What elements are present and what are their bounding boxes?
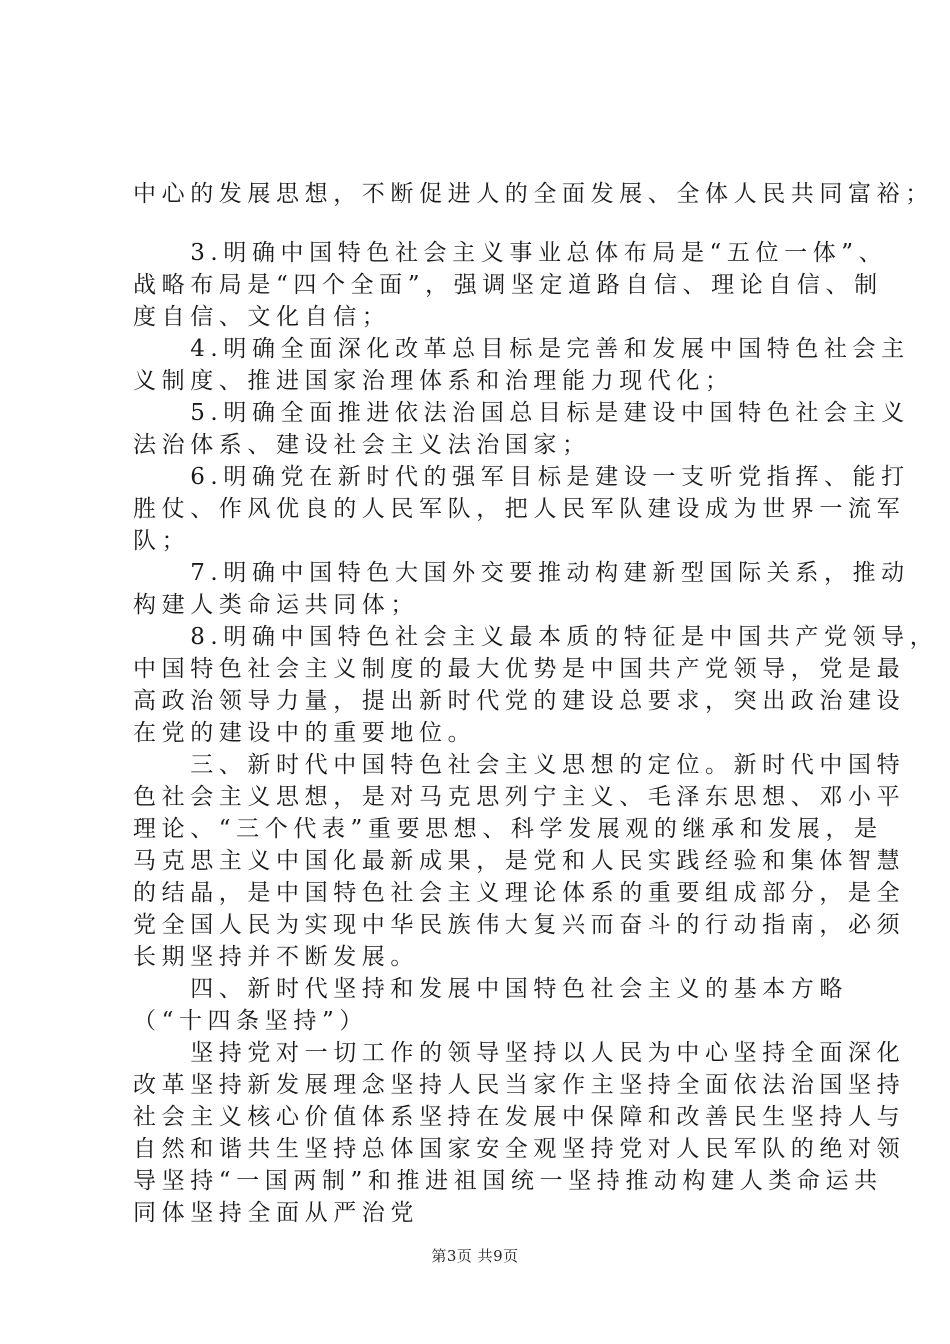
text-line: （“十四条坚持”） bbox=[133, 1008, 368, 1034]
text-line: 在党的建设中的重要地位。 bbox=[133, 720, 477, 746]
text-line: 导坚持“一国两制”和推进祖国统一坚持推动构建人类命运共 bbox=[133, 1168, 883, 1194]
text-line: 的结晶，是中国特色社会主义理论体系的重要组成部分，是全 bbox=[133, 880, 906, 906]
text-line: 自然和谐共生坚持总体国家安全观坚持党对人民军队的绝对领 bbox=[133, 1136, 906, 1162]
text-line: 坚持党对一切工作的领导坚持以人民为中心坚持全面深化 bbox=[133, 1040, 906, 1066]
text-line: 三、新时代中国特色社会主义思想的定位。新时代中国特 bbox=[133, 752, 906, 778]
text-line: 中心的发展思想，不断促进人的全面发展、全体人民共同富裕； bbox=[133, 181, 934, 207]
page-number-footer: 第3页 共9页 bbox=[431, 1247, 519, 1265]
text-line: 4.明确全面深化改革总目标是完善和发展中国特色社会主 bbox=[133, 336, 910, 362]
text-line: 四、新时代坚持和发展中国特色社会主义的基本方略 bbox=[133, 976, 848, 1002]
text-line: 8.明确中国特色社会主义最本质的特征是中国共产党领导， bbox=[133, 624, 939, 650]
text-line: 5.明确全面推进依法治国总目标是建设中国特色社会主义 bbox=[133, 400, 910, 426]
text-line: 色社会主义思想，是对马克思列宁主义、毛泽东思想、邓小平 bbox=[133, 784, 906, 810]
text-line: 度自信、文化自信； bbox=[133, 304, 391, 330]
text-line: 党全国人民为实现中华民族伟大复兴而奋斗的行动指南，必须 bbox=[133, 912, 906, 938]
text-line: 同体坚持全面从严治党 bbox=[133, 1200, 419, 1226]
text-line: 3.明确中国特色社会主义事业总体布局是“五位一体”、 bbox=[133, 240, 888, 266]
text-line: 长期坚持并不断发展。 bbox=[133, 944, 419, 970]
text-line: 7.明确中国特色大国外交要推动构建新型国际关系，推动 bbox=[133, 560, 910, 586]
text-line: 6.明确党在新时代的强军目标是建设一支听党指挥、能打 bbox=[133, 464, 910, 490]
text-line: 队； bbox=[133, 528, 191, 554]
text-line: 理论、“三个代表”重要思想、科学发展观的继承和发展，是 bbox=[133, 816, 883, 842]
text-line: 义制度、推进国家治理体系和治理能力现代化； bbox=[133, 368, 734, 394]
text-line: 中国特色社会主义制度的最大优势是中国共产党领导，党是最 bbox=[133, 656, 906, 682]
text-line: 构建人类命运共同体； bbox=[133, 592, 419, 618]
text-line: 马克思主义中国化最新成果，是党和人民实践经验和集体智慧 bbox=[133, 848, 906, 874]
text-line: 法治体系、建设社会主义法治国家； bbox=[133, 432, 591, 458]
text-line: 战略布局是“四个全面”，强调坚定道路自信、理论自信、制 bbox=[133, 272, 883, 298]
text-line: 高政治领导力量，提出新时代党的建设总要求，突出政治建设 bbox=[133, 688, 906, 714]
text-line: 改革坚持新发展理念坚持人民当家作主坚持全面依法治国坚持 bbox=[133, 1072, 906, 1098]
text-line: 胜仗、作风优良的人民军队，把人民军队建设成为世界一流军 bbox=[133, 496, 906, 522]
text-line: 社会主义核心价值体系坚持在发展中保障和改善民生坚持人与 bbox=[133, 1104, 906, 1130]
